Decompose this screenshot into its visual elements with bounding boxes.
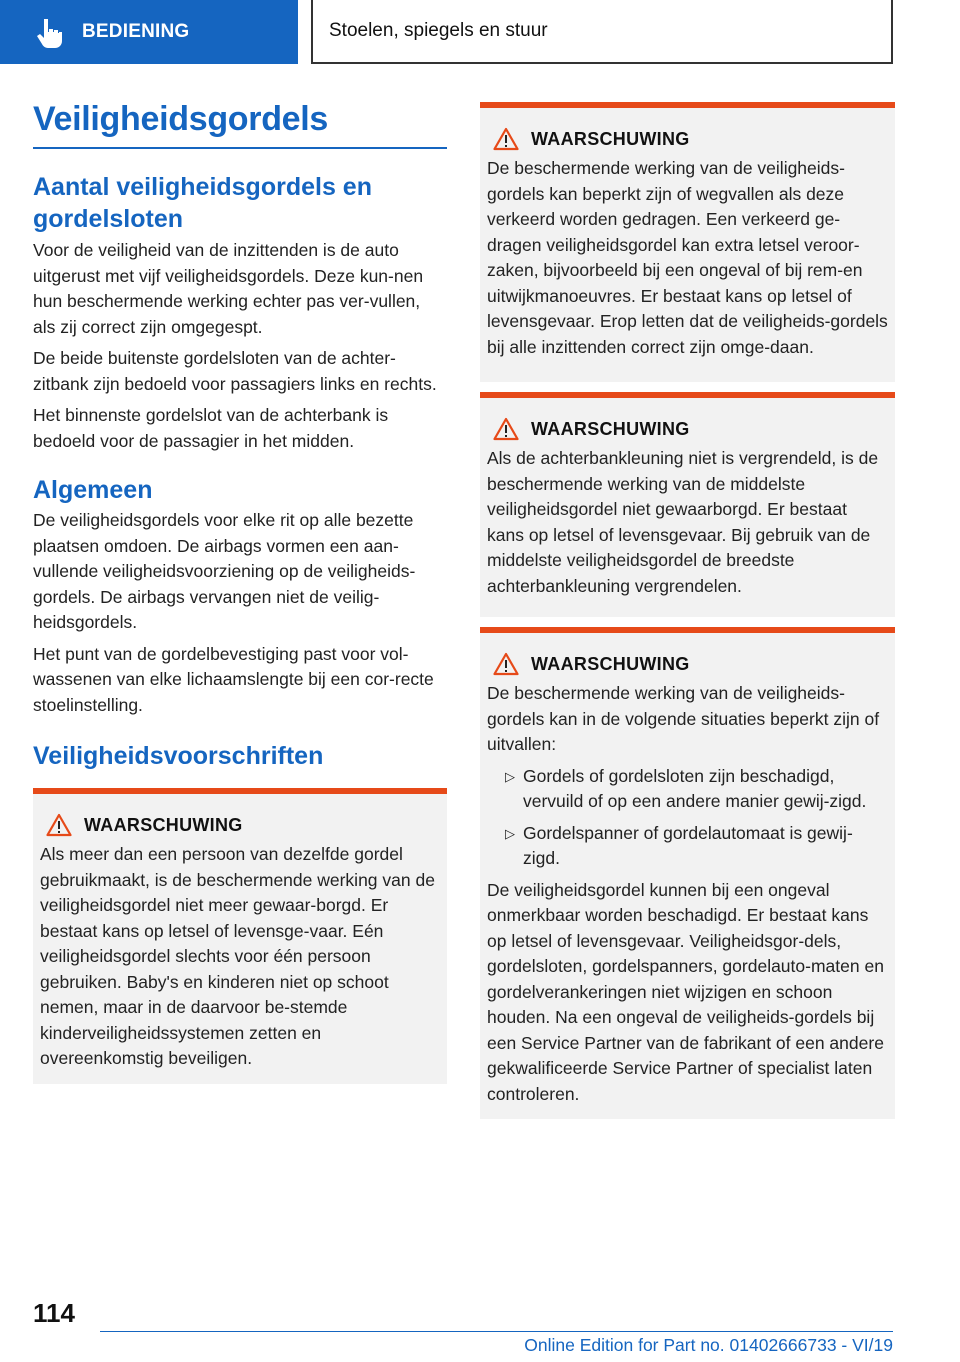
- warning-label: WAARSCHUWING: [531, 128, 690, 149]
- paragraph: Het punt van de gordelbevestiging past voor vol-wassenen van elke lichaamslengte bij een cor-recte stoelinstelling.: [33, 643, 434, 715]
- heading-belt-count: Aantal veiligheidsgordels en gordelsloten: [33, 173, 372, 233]
- warning-label: WAARSCHUWING: [84, 814, 243, 835]
- section-label: BEDIENING: [82, 21, 190, 42]
- warning-text: Als de achterbankleuning niet is vergrendeld, is de beschermende werking van de middelste veiligheidsgordel niet gewaarborgd. Er bestaat kans op letsel of levensgevaar. Bij gebruik van de middelste veiligheidsgordel de breedste achterbankleuning vergrendelen.: [487, 448, 879, 596]
- warning-outro: De veiligheidsgordel kunnen bij een ongeval onmerkbaar worden beschadigd. Er bestaat kans op letsel of levensgevaar. Veiligheidsgor-dels, gordelsloten, gordelspanners, gordelauto-maten en gordelverankeringen niet wijzigen en schoon houden. Na een ongeval de veiligheids-gordels bij een Service Partner van de fabrikant of een andere gekwalificeerde Service Partner of specialist laten controleren.: [487, 879, 884, 1104]
- pointing-hand-icon: [32, 15, 66, 49]
- warning-header: [487, 647, 888, 681]
- warning-triangle-icon: [46, 813, 72, 837]
- warning-text: De beschermende werking van de veiligheids-gordels kan beperkt zijn of wegvallen als deze verkeerd worden gedragen. Een verkeerd ge-dragen veiligheidsgordel kan extra letsel veroor-zaken, bijvoorbeeld bij een ongeval of bij rem-en uitwijkmanoeuvres. Er bestaat kans op letsel of levensgevaar. Erop letten dat de veiligheids-gordels bij alle inzittenden correct zijn omge-daan.: [487, 158, 888, 357]
- heading-general: Algemeen: [33, 476, 153, 504]
- triangle-bullet-icon: ▷: [505, 825, 515, 841]
- paragraph: Het binnenste gordelslot van de achterbank is bedoeld voor de passagier in het midden.: [33, 405, 389, 451]
- page-header: [0, 0, 960, 66]
- warning-triangle-icon: [493, 127, 519, 151]
- list-item-text: Gordels of gordelsloten zijn beschadigd, vervuild of op een andere manier gewij-zigd.: [523, 765, 867, 811]
- edition-note: Online Edition for Part no. 01402666733 - VI/19: [524, 1335, 893, 1355]
- warning-header: [487, 122, 888, 156]
- paragraph: De veiligheidsgordels voor elke rit op alle bezette plaatsen omdoen. De airbags vormen een aan-vullende veiligheidsvoorziening op de veiligheids-gordels. De airbags vervangen niet de veilig-heidsgordels.: [33, 510, 416, 632]
- warning-intro: De beschermende werking van de veiligheids-gordels kan in de volgende situaties beperkt zijn of uitvallen:: [487, 683, 880, 754]
- triangle-bullet-icon: ▷: [505, 768, 515, 784]
- warning-box: [480, 627, 895, 1119]
- paragraph: De beide buitenste gordelsloten van de achter-zitbank zijn bedoeld voor passagiers links en rechts.: [33, 348, 437, 394]
- warning-header: [40, 808, 440, 842]
- list-item: [487, 821, 888, 872]
- paragraph: Voor de veiligheid van de inzittenden is de auto uitgerust met vijf veiligheidsgordels. Deze kun-nen hun beschermende werking echter pas ver-vullen, als zij correct zijn omgegespt.: [33, 240, 424, 337]
- list-item-text: Gordelspanner of gordelautomaat is gewij-zigd.: [523, 822, 853, 868]
- warning-text: Als meer dan een persoon van dezelfde gordel gebruikmaakt, is de beschermende werking van de veiligheidsgordel niet meer gewaar-borgd. Er bestaat kans op letsel of levensge-vaar. Eén veiligheidsgordel slechts voor één persoon gebruiken. Baby's en kinderen niet op schoot nemen, maar in de daarvoor be-stemde kinderveiligheidssystemen zetten en overeenkomstig beveiligen.: [40, 844, 435, 1068]
- warning-label: WAARSCHUWING: [531, 418, 690, 439]
- list-item: [487, 764, 888, 815]
- heading-safety-rules: Veiligheidsvoorschriften: [33, 742, 324, 770]
- warning-box: [33, 788, 447, 1084]
- chapter-title: Stoelen, spiegels en stuur: [311, 0, 893, 64]
- warning-box: [480, 392, 895, 617]
- section-tab: [0, 0, 298, 64]
- page-title: Veiligheidsgordels: [33, 100, 447, 149]
- right-column: [480, 102, 895, 1119]
- warning-box: [480, 102, 895, 382]
- warning-label: WAARSCHUWING: [531, 653, 690, 674]
- footer-divider: [100, 1331, 893, 1332]
- warning-header: [487, 412, 888, 446]
- warning-triangle-icon: [493, 417, 519, 441]
- page-number: 114: [33, 1298, 75, 1328]
- warning-triangle-icon: [493, 652, 519, 676]
- left-column: [33, 100, 447, 1084]
